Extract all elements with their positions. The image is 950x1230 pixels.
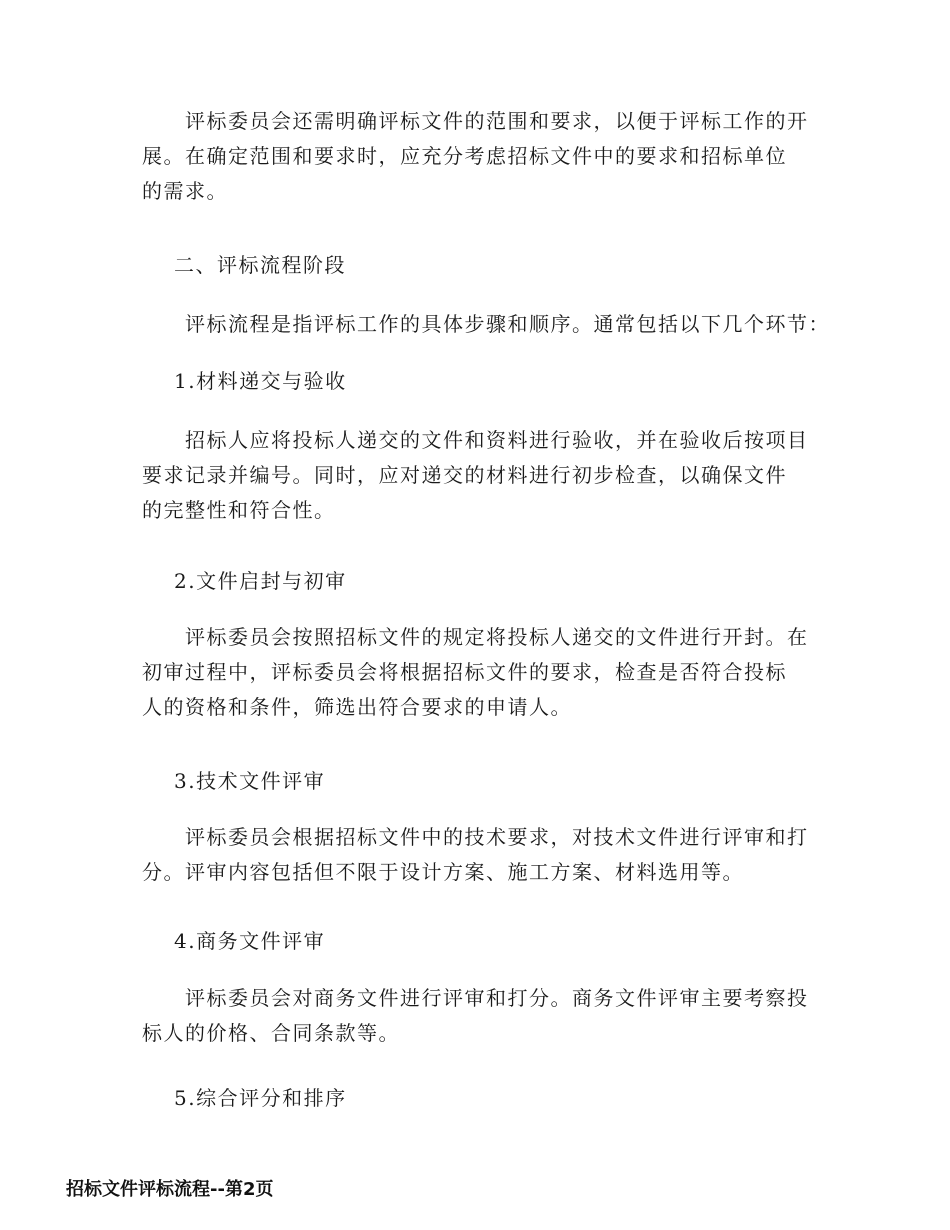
section-heading-evaluation-process: 二、评标流程阶段 [174,253,346,277]
subheading-scoring-ranking: 5.综合评分和排序 [174,1086,347,1110]
subheading-technical-review: 3.技术文件评审 [174,769,326,793]
text-line: 展。在确定范围和要求时，应充分考虑招标文件中的要求和招标单位 [142,144,787,168]
text-line: 人的资格和条件，筛选出符合要求的申请人。 [142,695,572,719]
text-line: 评标委员会根据招标文件中的技术要求，对技术文件进行评审和打 [142,825,809,849]
text-line: 标人的价格、合同条款等。 [142,1021,400,1045]
page-footer: 招标文件评标流程--第2页 [66,1179,274,1200]
text-line: 分。评审内容包括但不限于设计方案、施工方案、材料选用等。 [142,860,744,884]
paragraph-material-submission [142,423,822,528]
text-line: 评标委员会还需明确评标文件的范围和要求，以便于评标工作的开 [142,109,809,133]
text-line: 评标流程是指评标工作的具体步骤和顺序。通常包括以下几个环节： [142,312,830,336]
subheading-material-submission: 1.材料递交与验收 [174,369,347,393]
text-line: 评标委员会对商务文件进行评审和打分。商务文件评审主要考察投 [142,986,809,1010]
paragraph-technical-review [142,820,822,890]
subheading-commercial-review: 4.商务文件评审 [174,929,326,953]
text-line: 初审过程中，评标委员会将根据招标文件的要求，检查是否符合投标 [142,660,787,684]
text-line: 招标人应将投标人递交的文件和资料进行验收，并在验收后按项目 [142,428,809,452]
subheading-document-opening: 2.文件启封与初审 [174,569,347,593]
text-line: 的需求。 [142,179,228,203]
text-line: 评标委员会按照招标文件的规定将投标人递交的文件进行开封。在 [142,625,809,649]
paragraph-commercial-review [142,981,822,1051]
text-line: 的完整性和符合性。 [142,498,336,522]
text-line: 要求记录并编号。同时，应对递交的材料进行初步检查，以确保文件 [142,463,787,487]
paragraph-process-intro [142,307,830,342]
paragraph-document-opening [142,620,822,725]
paragraph-scope-requirements [142,104,822,209]
